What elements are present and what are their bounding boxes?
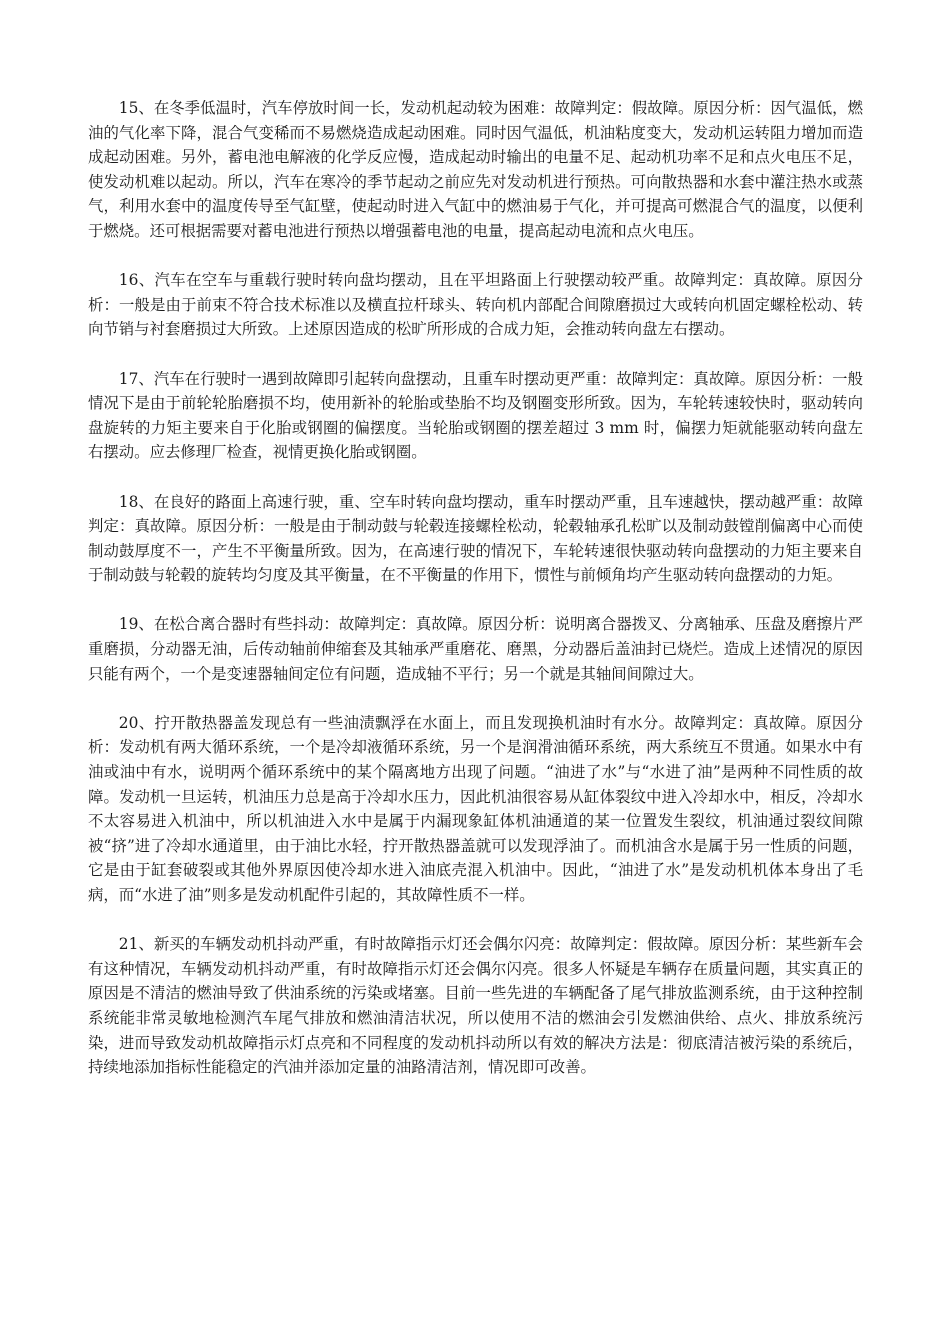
paragraph-16: 16、汽车在空车与重载行驶时转向盘均摆动，且在平坦路面上行驶摆动较严重。故障判定：真故障。原因分析：一般是由于前束不符合技术标准以及横直拉杆球头、转向机内部配合间隙磨损过大或转向机固定螺栓松动、转向节销与衬套磨损过大所致。上述原因造成的松旷所形成的合成力矩，会推动转向盘左右摆动。 [88, 271, 863, 339]
paragraph-21: 21、新买的车辆发动机抖动严重，有时故障指示灯还会偶尔闪亮：故障判定：假故障。原因分析：某些新车会有这种情况，车辆发动机抖动严重，有时故障指示灯还会偶尔闪亮。很多人怀疑是车辆存在质量问题，其实真正的原因是不清洁的燃油导致了供油系统的污染或堵塞。目前一些先进的车辆配备了尾气排放监测系统，由于这种控制系统能非常灵敏地检测汽车尾气排放和燃油清洁状况，所以使用不洁的燃油会引发燃油供给、点火、排放系统污染，进而导致发动机故障指示灯点亮和不同程度的发动机抖动所以有效的解决方法是：彻底清洁被污染的系统后，持续地添加指标性能稳定的汽油并添加定量的油路清洁剂，情况即可改善。 [88, 935, 863, 1077]
paragraph-20: 20、拧开散热器盖发现总有一些油渍飘浮在水面上，而且发现换机油时有水分。故障判定：真故障。原因分析：发动机有两大循环系统，一个是冷却液循环系统，另一个是润滑油循环系统，两大系统互不贯通。如果水中有油或油中有水，说明两个循环系统中的某个隔离地方出现了问题。“油进了水”与“水进了油”是两种不同性质的故障。发动机一旦运转，机油压力总是高于冷却水压力，因此机油很容易从缸体裂纹中进入冷却水中，相反，冷却水不太容易进入机油中，所以机油进入水中是属于内漏现象缸体机油通道的某一位置发生裂纹，机油通过裂纹间隙被“挤”进了冷却水通道里，由于油比水轻，拧开散热器盖就可以发现浮油了。而机油含水是属于另一性质的问题，它是由于缸套破裂或其他外界原因使冷却水进入油底壳混入机油中。因此，“油进了水”是发动机机体本身出了毛病，而“水进了油”则多是发动机配件引起的，其故障性质不一样。 [88, 713, 863, 904]
paragraph-15: 15、在冬季低温时，汽车停放时间一长，发动机起动较为困难：故障判定：假故障。原因分析：因气温低，燃油的气化率下降，混合气变稀而不易燃烧造成起动困难。同时因气温低，机油粘度变大，发动机运转阻力增加而造成起动困难。另外，蓄电池电解液的化学反应慢，造成起动时输出的电量不足、起动机功率不足和点火电压不足，使发动机难以起动。所以，汽车在寒冷的季节起动之前应先对发动机进行预热。可向散热器和水套中灌注热水或蒸气，利用水套中的温度传导至气缸壁，使起动时进入气缸中的燃油易于气化，并可提高可燃混合气的温度，以便利于燃烧。还可根据需要对蓄电池进行预热以增强蓄电池的电量，提高起动电流和点火电压。 [88, 99, 863, 240]
paragraph-19: 19、在松合离合器时有些抖动：故障判定：真故障。原因分析：说明离合器拨叉、分离轴承、压盘及磨擦片严重磨损，分动器无油，后传动轴前伸缩套及其轴承严重磨花、磨黑，分动器后盖油封已烧烂。造成上述情况的原因只能有两个，一个是变速器轴间定位有问题，造成轴不平行；另一个就是其轴间间隙过大。 [88, 615, 863, 683]
paragraph-17: 17、汽车在行驶时一遇到故障即引起转向盘摆动，且重车时摆动更严重：故障判定：真故障。原因分析：一般情况下是由于前轮轮胎磨损不均，使用新补的轮胎或垫胎不均及钢圈变形所致。因为，车轮转速较快时，驱动转向盘旋转的力矩主要来自于化胎或钢圈的偏摆度。当轮胎或钢圈的摆差超过 3 mm 时，偏摆力矩就能驱动转向盘左右摆动。应去修理厂检查，视情更换化胎或钢圈。 [88, 369, 863, 462]
document-page [88, 96, 863, 1104]
paragraph-18: 18、在良好的路面上高速行驶，重、空车时转向盘均摆动，重车时摆动严重，且车速越快，摆动越严重：故障判定：真故障。原因分析：一般是由于制动鼓与轮毂连接螺栓松动，轮毂轴承孔松旷以及制动鼓镗削偏离中心而使制动鼓厚度不一，产生不平衡量所致。因为，在高速行驶的情况下，车轮转速很快驱动转向盘摆动的力矩主要来自于制动鼓与轮毂的旋转均匀度及其平衡量，在不平衡量的作用下，惯性与前倾角均产生驱动转向盘摆动的力矩。 [88, 492, 863, 585]
